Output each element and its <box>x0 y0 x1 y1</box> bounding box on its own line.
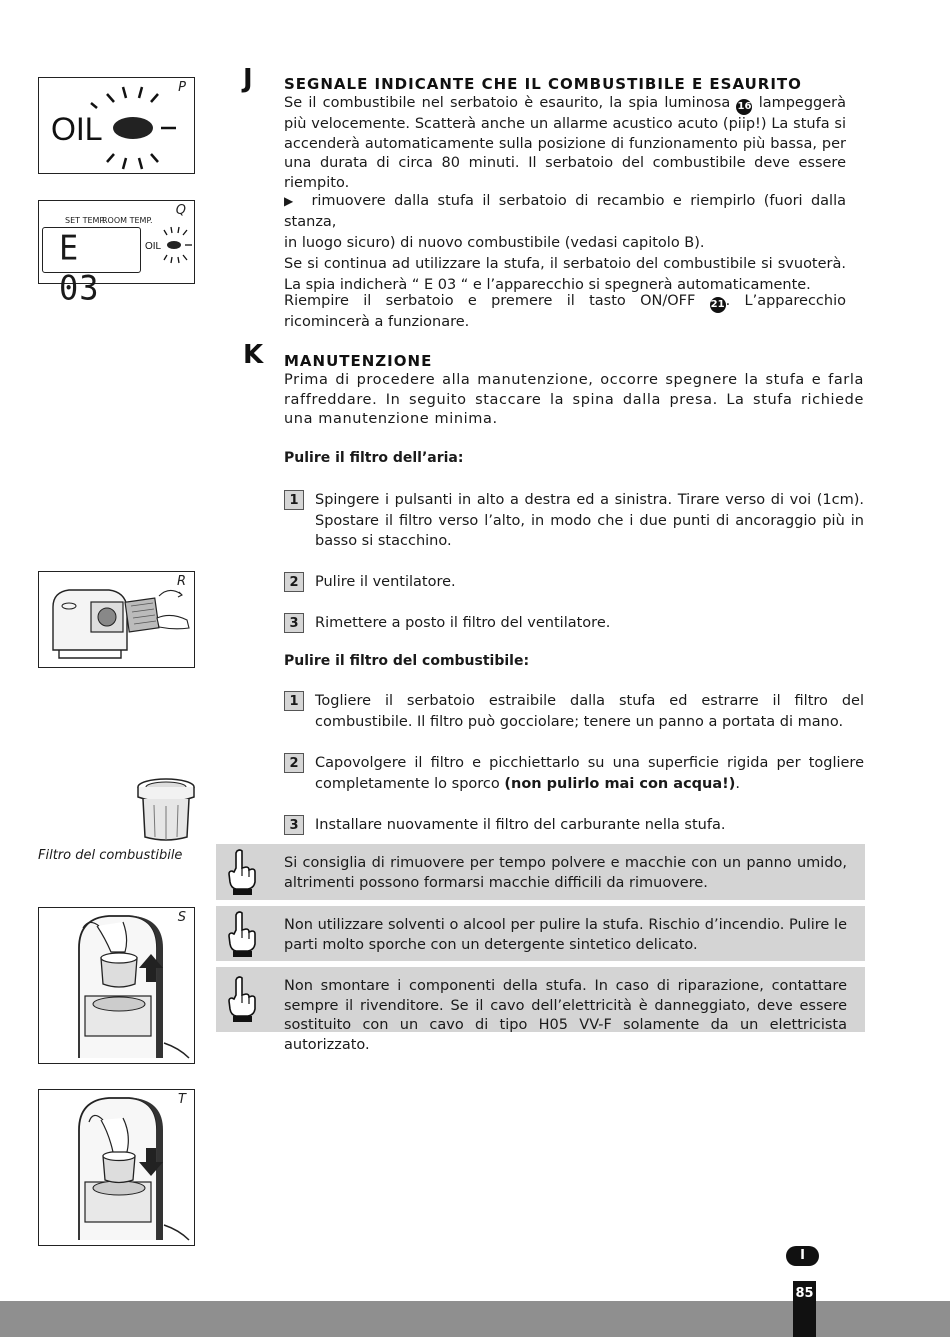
text-run: Se si continua ad utilizzare la stufa, il serbatoio del combustibile si svuoterà. La spia indicherà “ E 03 “ e l’apparecchio si spegnerà automaticamente. <box>284 256 846 293</box>
text-run: rimuovere dalla stufa il serbatoio di recambio e riempirlo (fuori dalla stanza, <box>284 193 846 230</box>
language-badge: I <box>786 1246 819 1266</box>
page-number: 85 <box>793 1281 816 1337</box>
figure-letter: P <box>178 80 186 95</box>
step-text: Spingere i pulsanti in alto a destra ed a sinistra. Tirare verso di voi (1cm). Spostare il filtro verso l’alto, in modo che i due punti di ancoraggio più in basso si stacchino. <box>315 492 864 549</box>
fuel-step-2 <box>284 753 864 794</box>
air-step-2 <box>284 572 864 593</box>
fuel-empty-paragraph <box>284 94 846 193</box>
restart-paragraph <box>284 292 846 333</box>
heater-illustration <box>39 572 194 667</box>
step-number: 1 <box>284 691 304 711</box>
reference-number-16: 16 <box>736 99 752 115</box>
note-text: Si consiglia di rimuovere per tempo polvere e macchie con un panno umido, altrimenti possono formarsi macchie difficili da rimuovere. <box>284 855 847 891</box>
lcd-display <box>42 227 141 308</box>
oil-label: OIL <box>145 241 162 252</box>
note-text: Non utilizzare solventi o alcool per pulire la stufa. Rischio d’incendio. Pulire le parti molto sporche con un detergente sintetico delicato. <box>284 917 847 953</box>
section-title-k: MANUTENZIONE <box>284 352 433 370</box>
air-step-3 <box>284 613 864 634</box>
oil-label: OIL <box>51 111 103 147</box>
figure-p-oil-indicator <box>38 77 195 174</box>
note-box-2 <box>216 906 865 961</box>
step-text: Rimettere a posto il filtro del ventilatore. <box>315 615 611 631</box>
remove-filter-illustration <box>39 908 194 1063</box>
step-number: 3 <box>284 815 304 835</box>
oil-indicator-icon <box>141 219 196 279</box>
step-text: Togliere il serbatoio estraibile dalla stufa ed estrarre il filtro del combustibile. Il filtro può gocciolare; tenere un panno a portata di mano. <box>315 693 864 730</box>
bullet-arrow-icon: ▶ <box>284 194 298 208</box>
text-run: Se il combustibile nel serbatoio è esaurito, la spia luminosa <box>284 95 731 111</box>
note-text: Non smontare i componenti della stufa. In caso di riparazione, contattare sempre il rivenditore. Se il cavo dell’elettricità è danneggiato, deve essere sostituito con un cavo di tipo H05 VV-F solamente da un elettricista autorizzato. <box>284 978 847 1053</box>
figure-letter: R <box>176 574 186 589</box>
reference-number-21: 21 <box>710 297 726 313</box>
pointing-hand-icon <box>224 910 258 958</box>
text-run: lampeggerà più velocemente. Scatterà anche un allarme acustico acuto (piip!) La stufa si accenderà automaticamente sulla posizione di funzionamento più bassa, per una durata di circa 80 minuti. Il serbatoio del combustibile deve essere riempito. <box>284 95 847 191</box>
note-box-1 <box>216 844 865 900</box>
insert-filter-illustration <box>39 1090 194 1245</box>
fuel-step-1 <box>284 691 864 732</box>
figure-letter: Q <box>175 203 186 218</box>
figure-t-insert-filter <box>38 1089 195 1246</box>
oil-blinking-icon <box>39 78 194 173</box>
maintenance-intro: Prima di procedere alla manutenzione, occorre spegnere la stufa e farla raffreddare. In seguito staccare la spina dalla presa. La stufa richiede una manutenzione minima. <box>284 372 864 427</box>
fuel-filter-icon <box>134 775 199 845</box>
set-temp-label: SET TEMP. <box>65 216 106 225</box>
refill-instruction-paragraph <box>284 191 846 296</box>
fuel-step-3 <box>284 815 864 836</box>
step-number: 2 <box>284 572 304 592</box>
step-text <box>315 753 864 794</box>
figure-letter: S <box>177 910 186 925</box>
warning-bold-text: (non pulirlo mai con acqua!) <box>504 775 736 792</box>
error-code: E 03 <box>59 228 100 308</box>
step-number: 2 <box>284 753 304 773</box>
figure-q-error-display <box>38 200 195 308</box>
text-run: Capovolgere il filtro e picchiettarlo su una superficie rigida per togliere completamente lo sporco <box>315 755 864 792</box>
step-text: Pulire il ventilatore. <box>315 574 456 590</box>
note-box-3 <box>216 967 865 1053</box>
filter-caption: Filtro del combustibile <box>38 848 183 863</box>
figure-s-remove-filter <box>38 907 195 1064</box>
room-temp-label: ROOM TEMP. <box>102 216 153 225</box>
air-step-1 <box>284 490 864 552</box>
text-run: . L’apparecchio ricomincerà a funzionare. <box>284 293 846 330</box>
figure-letter: T <box>178 1092 186 1107</box>
step-number: 3 <box>284 613 304 633</box>
text-run: . <box>735 775 741 792</box>
text-run: in luogo sicuro) di nuovo combustibile (vedasi capitolo B). <box>284 235 705 251</box>
air-filter-title: Pulire il filtro dell’aria: <box>284 450 464 466</box>
pointing-hand-icon <box>224 848 258 896</box>
figure-r-heater-filter <box>38 571 195 668</box>
text-run: Riempire il serbatoio e premere il tasto ON/OFF <box>284 293 696 309</box>
section-title-j: SEGNALE INDICANTE CHE IL COMBUSTIBILE E ESAURITO <box>284 75 802 93</box>
section-letter-j: J <box>243 64 253 94</box>
step-number: 1 <box>284 490 304 510</box>
pointing-hand-icon <box>224 975 258 1023</box>
step-text: Installare nuovamente il filtro del carburante nella stufa. <box>315 817 726 833</box>
fuel-filter-title: Pulire il filtro del combustibile: <box>284 653 530 669</box>
section-letter-k: K <box>243 340 264 370</box>
